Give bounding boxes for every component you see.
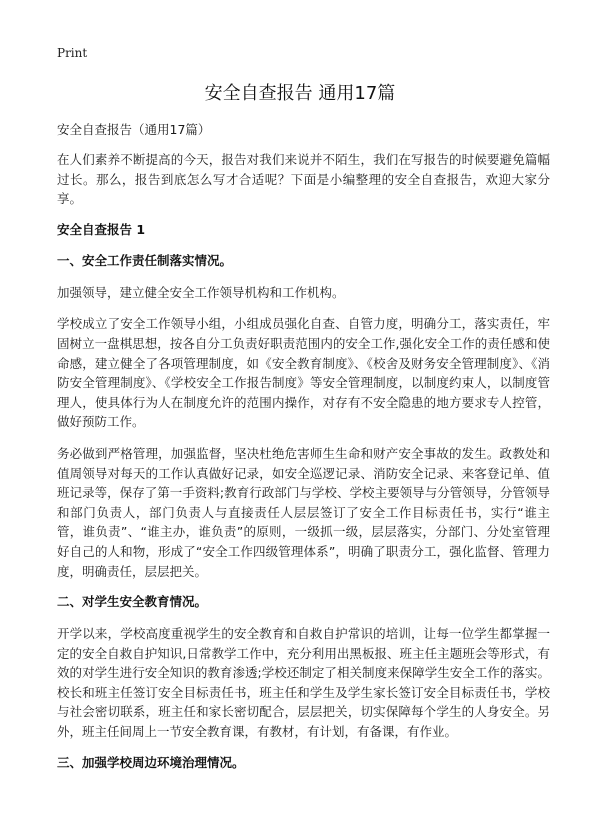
section-2-paragraph-1: 开学以来，学校高度重视学生的安全教育和自救自护常识的培训，让每一位学生都掌握一定的安全自救自护知识,日常教学工作中，充分利用出黑板报、班主任主题班会等形式，有效的对学生进行安全知识的教育渗透;学校还制定了相关制度来保障学生安全工作的落实。校长和班主任签订安全目标责任书，班主任和学生及学生家长签订安全目标责任书，学校与社会密切联系，班主任和家长密切配合，层层把关，切实保障每个学生的人身安全。另外，班主任间周上一节安全教育课，有教材，有计划，有备课，有作业。 <box>57 626 550 740</box>
section-3-heading: 三、加强学校周边环境治理情况。 <box>57 754 245 770</box>
section-2-heading: 二、对学生安全教育情况。 <box>57 594 208 610</box>
document-subtitle: 安全自查报告（通用17篇） <box>57 122 211 137</box>
section-1-heading: 一、安全工作责任制落实情况。 <box>57 252 233 268</box>
page-title: 安全自查报告 通用17篇 <box>204 83 396 104</box>
section-1-paragraph-2: 学校成立了安全工作领导小组，小组成员强化自查、自管力度，明确分工，落实责任，牢固树立一盘棋思想，按各自分工负责好职责范围内的安全工作,强化安全工作的责任感和使命感，建立健全了各项管理制度，如《安全教育制度》、《校舍及财务安全管理制度》、《消防安全管理制度》、《学校安全工作报告制度》等安全管理制度，以制度约束人，以制度管理人，使具体行为人在制度允许的范围内操作，对存有不安全隐患的地方要求专人控管，做好预防工作。 <box>57 316 550 430</box>
intro-paragraph: 在人们素养不断提高的今天，报告对我们来说并不陌生，我们在写报告的时候要避免篇幅过长。那么，报告到底怎么写才合适呢？下面是小编整理的安全自查报告，欢迎大家分享。 <box>57 152 550 207</box>
section-1-paragraph-3: 务必做到严格管理，加强监督，坚决杜绝危害师生生命和财产安全事故的发生。政教处和值周领导对每天的工作认真做好记录，如安全巡逻记录、消防安全记录、来客登记单、值班记录等，保存了第一手资料;教育行政部门与学校、学校主要领导与分管领导，分管领导和部门负责人，部门负责人与直接责任人层层签订了安全工作目标责任书，实行“谁主管，谁负责”、“谁主办，谁负责”的原则，一级抓一级，层层落实，分部门、分处室管理好自己的人和物，形成了“安全工作四级管理体系”，明确了职责分工，强化监督、管理力度，明确责任，层层把关。 <box>57 445 550 579</box>
document-body <box>57 121 550 785</box>
print-link[interactable]: Print <box>57 46 88 60</box>
section-1-paragraph-1: 加强领导，建立健全安全工作领导机构和工作机构。 <box>57 284 345 300</box>
report-heading: 安全自查报告 1 <box>57 221 146 237</box>
